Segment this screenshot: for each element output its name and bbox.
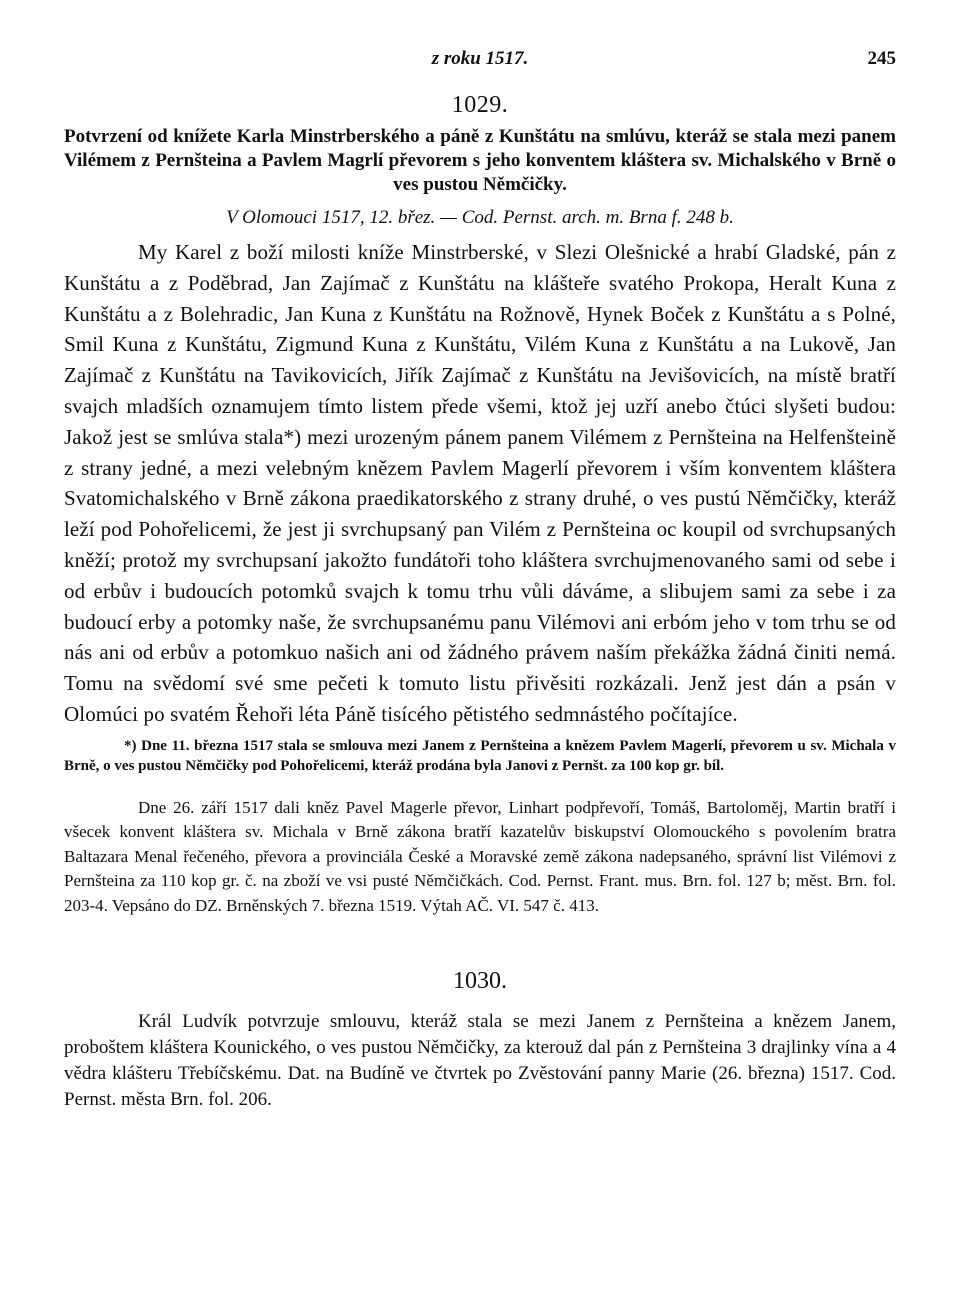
document-page	[64, 40, 896, 1113]
running-head-title: z roku 1517.	[431, 48, 529, 69]
footnote: *) Dne 11. března 1517 stala se smlouva mezi Janem z Pernšteina a knězem Pavlem Magerlí, převorem u sv. Michala v Brně, o ves pustou Němčičky pod Pohořelicemi, kteráž prodána byla Janovi z Pernšt. za 100 kop gr. bíl.	[64, 737, 896, 774]
editorial-note: Dne 26. září 1517 dali kněz Pavel Magerle převor, Linhart podpřevoří, Tomáš, Bartoloměj, Martin bratří i všecek konvent kláštera sv. Michala v Brně zákona bratří kazatelův biskupství Olomouckého s povolením bratra Baltazara Menal řečeného, převora a provinciála České a Moravské země zákona nadepsaného, správní list Vilémovi z Pernšteina za 110 kop gr. č. na zboží ve vsi pusté Němčičkách. Cod. Pernst. Frant. mus. Brn. fol. 127 b; měst. Brn. fol. 203-4. Vepsáno do DZ. Brněnských 7. března 1519. Výtah AČ. VI. 547 č. 413.	[64, 797, 896, 915]
entry-number: 1029.	[451, 92, 509, 118]
entry-regest: Potvrzení od knížete Karla Minstrberského a páně z Kunštátu na smlúvu, kteráž se stala mezi panem Vilémem z Pernšteina a Pavlem Magrlí převorem s jeho konventem kláštera sv. Michalského v Brně o ves pustou Němčičky.	[64, 126, 896, 195]
page-number: 245	[867, 48, 896, 69]
charter-text: My Karel z boží milosti kníže Minstrberské, v Slezi Olešnické a hrabí Gladské, pán z Kunštátu a z Poděbrad, Jan Zajímač z Kunštátu na klášteře svatého Prokopa, Heralt Kuna z Kunštátu a z Bolehradic, Jan Kuna z Kunštátu na Rožnově, Hynek Boček z Kunštátu a s Polné, Smil Kuna z Kunštátu, Zigmund Kuna z Kunštátu, Vilém Kuna z Kunštátu a na Lukově, Jan Zajímač z Kunštátu na Tavikovicích, Jiřík Zajímač z Kunštátu na Jevišovicích, na místě bratří svajch mladších oznamujem tímto listem přede všemi, ktož jej uzří anebo čtúci slyšeti budou: Jakož jest se smlúva stala*) mezi urozeným pánem panem Vilémem z Pernšteina na Helfenšteině z strany jedné, a mezi velebným knězem Pavlem Magerlí převorem i vším konventem kláštera Svatomichalského v Brně zákona praedikatorského z strany druhé, o ves pustú Němčičky, kteráž leží pod Pohořelicemi, že jest ji svrchupsaný pan Vilém z Pernšteina oc koupil od svrchupsaných kněží; protož my svrchupsaní jakožto fundátoři toho kláštera svrchujmenovaného sami od sebe i od erbův i budoucích potomků svajch k tomu trhu vůli dáváme, a slibujem sami za sebe i za budoucí erby a potomky naše, že svrchupsanému panu Vilémovi ani erbóm jeho v tom trhu se od nás ani od erbův a potomkuo našich ani od žádného právem naším překážka žádná činiti nemá. Tomu na svědomí své sme pečeti k tomuto listu přivěsiti rozkázali. Jenž jest dán a psán v Olomúci po svatém Řehoři léta Páně tisícého pětistého sedmnástého počítajíce.	[64, 240, 896, 726]
entry-source: V Olomouci 1517, 12. břez. — Cod. Pernst. arch. m. Brna f. 248 b.	[226, 207, 734, 228]
entry-number-2: 1030.	[453, 968, 507, 995]
entry-regest-2: Král Ludvík potvrzuje smlouvu, kteráž stala se mezi Janem z Pernšteina a knězem Janem, proboštem kláštera Kounického, o ves pustou Němčičky, za kterouž dal pán z Pernšteina 3 drajlinky vína a 4 vědra klášteru Třebíčskému. Dat. na Budíně ve čtvrtek po Zvěstování panny Marie (26. března) 1517. Cod. Pernst. města Brn. fol. 206.	[64, 1011, 896, 1111]
running-head	[64, 40, 896, 80]
